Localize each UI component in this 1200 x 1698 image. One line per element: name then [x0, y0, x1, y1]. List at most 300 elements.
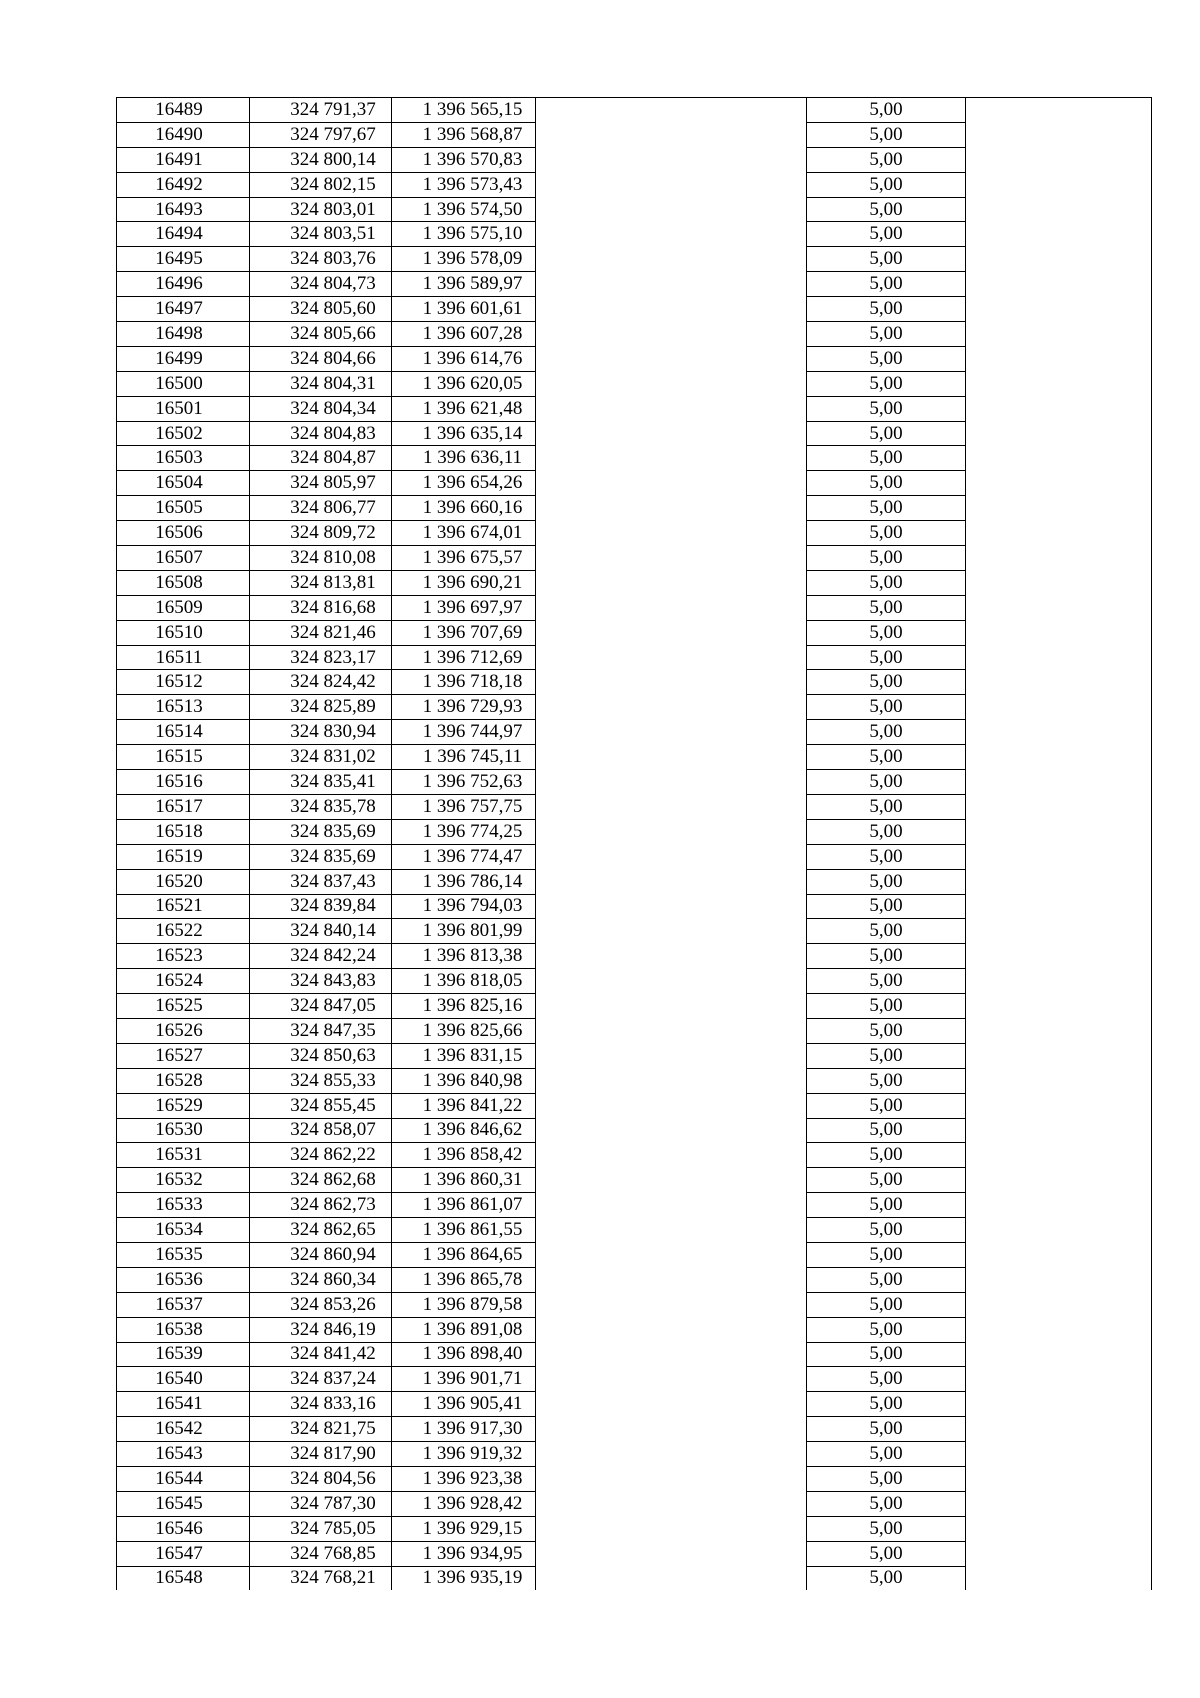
coordinate-x-cell-text: 1 396 744,97 [422, 721, 523, 743]
point-number-cell-text: 16490 [155, 123, 203, 145]
coordinate-x-cell-text: 1 396 813,38 [422, 945, 523, 967]
coordinate-y-cell-text: 324 821,75 [290, 1418, 376, 1440]
empty-cell [966, 147, 1152, 172]
coordinate-x-cell [392, 770, 536, 795]
coordinate-y-cell [250, 346, 392, 371]
empty-cell [536, 620, 807, 645]
value-cell [807, 919, 966, 944]
value-cell [807, 670, 966, 695]
coordinate-y-cell [250, 471, 392, 496]
empty-cell [536, 1242, 807, 1267]
coordinate-y-cell-text: 324 835,69 [290, 845, 376, 867]
coordinate-x-cell-text: 1 396 934,95 [422, 1542, 523, 1564]
value-cell-text: 5,00 [869, 298, 903, 320]
empty-cell [966, 1118, 1152, 1143]
empty-cell [966, 620, 1152, 645]
point-number-cell-text: 16528 [155, 1069, 203, 1091]
coordinate-y-cell [250, 1267, 392, 1292]
coordinate-y-cell [250, 969, 392, 994]
coordinate-y-cell-text: 324 803,51 [290, 223, 376, 245]
point-number-cell-text: 16530 [155, 1119, 203, 1141]
table-row [117, 1442, 1152, 1467]
value-cell [807, 695, 966, 720]
value-cell [807, 570, 966, 595]
table-row [117, 745, 1152, 770]
value-cell [807, 496, 966, 521]
empty-cell [536, 222, 807, 247]
point-number-cell-text: 16533 [155, 1194, 203, 1216]
value-cell-text: 5,00 [869, 1268, 903, 1290]
point-number-cell-text: 16510 [155, 621, 203, 643]
coordinate-x-cell [392, 172, 536, 197]
value-cell-text: 5,00 [869, 571, 903, 593]
coordinate-x-cell-text: 1 396 861,55 [422, 1219, 523, 1241]
value-cell [807, 1367, 966, 1392]
coordinate-y-cell-text: 324 803,76 [290, 248, 376, 270]
table-row [117, 1068, 1152, 1093]
point-number-cell [117, 1218, 250, 1243]
value-cell-text: 5,00 [869, 322, 903, 344]
coordinate-y-cell-text: 324 810,08 [290, 546, 376, 568]
point-number-cell [117, 172, 250, 197]
empty-cell [536, 695, 807, 720]
empty-cell [966, 1566, 1152, 1590]
table-row [117, 98, 1152, 123]
table-row [117, 1043, 1152, 1068]
coordinate-x-cell-text: 1 396 621,48 [422, 397, 523, 419]
coordinate-y-cell-text: 324 862,73 [290, 1194, 376, 1216]
value-cell-text: 5,00 [869, 148, 903, 170]
coordinate-x-cell [392, 98, 536, 123]
value-cell-text: 5,00 [869, 1467, 903, 1489]
empty-cell [536, 421, 807, 446]
empty-cell [536, 1392, 807, 1417]
empty-cell [536, 521, 807, 546]
coordinate-x-cell [392, 645, 536, 670]
coordinate-y-cell [250, 197, 392, 222]
empty-cell [966, 844, 1152, 869]
coordinate-y-cell-text: 324 791,37 [290, 98, 376, 120]
table-row [117, 695, 1152, 720]
coordinate-y-cell-text: 324 805,66 [290, 322, 376, 344]
coordinate-y-cell [250, 944, 392, 969]
table-row [117, 1093, 1152, 1118]
value-cell [807, 1342, 966, 1367]
coordinate-x-cell-text: 1 396 905,41 [422, 1393, 523, 1415]
value-cell-text: 5,00 [869, 1019, 903, 1041]
coordinate-y-cell-text: 324 805,97 [290, 472, 376, 494]
coordinate-y-cell-text: 324 855,45 [290, 1094, 376, 1116]
coordinate-y-cell [250, 819, 392, 844]
coordinate-x-cell-text: 1 396 891,08 [422, 1318, 523, 1340]
coordinate-x-cell [392, 1018, 536, 1043]
coordinate-x-cell-text: 1 396 858,42 [422, 1144, 523, 1166]
coordinate-x-cell [392, 1267, 536, 1292]
empty-cell [536, 869, 807, 894]
value-cell-text: 5,00 [869, 770, 903, 792]
coordinate-x-cell [392, 222, 536, 247]
coordinate-y-cell [250, 1068, 392, 1093]
value-cell [807, 1043, 966, 1068]
coordinate-x-cell-text: 1 396 729,93 [422, 696, 523, 718]
coordinate-x-cell-text: 1 396 825,16 [422, 995, 523, 1016]
point-number-cell [117, 944, 250, 969]
value-cell-text: 5,00 [869, 646, 903, 668]
point-number-cell-text: 16548 [155, 1567, 203, 1589]
coordinate-x-cell [392, 869, 536, 894]
coordinate-y-cell [250, 1317, 392, 1342]
coordinate-y-cell-text: 324 847,05 [290, 995, 376, 1016]
coordinate-x-cell [392, 1043, 536, 1068]
coordinate-y-cell [250, 446, 392, 471]
table-row [117, 446, 1152, 471]
value-cell [807, 1466, 966, 1491]
value-cell-text: 5,00 [869, 1144, 903, 1166]
point-number-cell-text: 16494 [155, 223, 203, 245]
value-cell-text: 5,00 [869, 1393, 903, 1415]
value-cell-text: 5,00 [869, 1318, 903, 1340]
table-row [117, 1541, 1152, 1566]
point-number-cell-text: 16541 [155, 1393, 203, 1415]
empty-cell [966, 446, 1152, 471]
coordinate-x-cell [392, 346, 536, 371]
point-number-cell [117, 695, 250, 720]
point-number-cell-text: 16517 [155, 795, 203, 817]
point-number-cell [117, 98, 250, 123]
point-number-cell [117, 595, 250, 620]
value-cell [807, 1242, 966, 1267]
coordinate-x-cell-text: 1 396 660,16 [422, 497, 523, 519]
coordinate-y-cell-text: 324 831,02 [290, 746, 376, 768]
table-row [117, 919, 1152, 944]
value-cell [807, 944, 966, 969]
coordinate-x-cell [392, 819, 536, 844]
value-cell-text: 5,00 [869, 372, 903, 394]
coordinate-x-cell [392, 894, 536, 919]
point-number-cell [117, 272, 250, 297]
point-number-cell-text: 16501 [155, 397, 203, 419]
empty-cell [536, 969, 807, 994]
point-number-cell [117, 222, 250, 247]
coordinate-x-cell [392, 670, 536, 695]
coordinate-y-cell [250, 1242, 392, 1267]
coordinate-x-cell-text: 1 396 864,65 [422, 1243, 523, 1265]
point-number-cell-text: 16546 [155, 1517, 203, 1539]
empty-cell [536, 147, 807, 172]
table-row [117, 197, 1152, 222]
value-cell-text: 5,00 [869, 1044, 903, 1066]
coordinate-y-cell-text: 324 787,30 [290, 1492, 376, 1514]
value-cell-text: 5,00 [869, 1542, 903, 1564]
coordinate-x-cell [392, 471, 536, 496]
coordinate-x-cell [392, 1093, 536, 1118]
coordinate-y-cell [250, 794, 392, 819]
table-row [117, 322, 1152, 347]
coordinate-x-cell-text: 1 396 929,15 [422, 1517, 523, 1539]
point-number-cell-text: 16500 [155, 372, 203, 394]
point-number-cell [117, 247, 250, 272]
table-row [117, 994, 1152, 1019]
empty-cell [536, 1317, 807, 1342]
value-cell-text: 5,00 [869, 522, 903, 544]
table-row [117, 122, 1152, 147]
point-number-cell-text: 16534 [155, 1219, 203, 1241]
point-number-cell-text: 16499 [155, 347, 203, 369]
point-number-cell [117, 446, 250, 471]
empty-cell [536, 1292, 807, 1317]
table-row [117, 819, 1152, 844]
point-number-cell [117, 1242, 250, 1267]
coordinate-x-cell-text: 1 396 635,14 [422, 422, 523, 444]
coordinate-y-cell-text: 324 806,77 [290, 497, 376, 519]
coordinate-x-cell-text: 1 396 718,18 [422, 671, 523, 693]
coordinate-y-cell-text: 324 804,34 [290, 397, 376, 419]
coordinate-x-cell [392, 247, 536, 272]
coordinate-y-cell [250, 371, 392, 396]
empty-cell [966, 1491, 1152, 1516]
coordinate-y-cell-text: 324 853,26 [290, 1293, 376, 1315]
coordinate-y-cell-text: 324 804,66 [290, 347, 376, 369]
coordinate-x-cell [392, 1491, 536, 1516]
empty-cell [536, 894, 807, 919]
point-number-cell-text: 16545 [155, 1492, 203, 1514]
coordinate-x-cell [392, 1342, 536, 1367]
point-number-cell [117, 147, 250, 172]
point-number-cell [117, 1043, 250, 1068]
empty-cell [966, 1541, 1152, 1566]
coordinate-x-cell [392, 695, 536, 720]
value-cell-text: 5,00 [869, 248, 903, 270]
value-cell [807, 645, 966, 670]
value-cell-text: 5,00 [869, 795, 903, 817]
value-cell [807, 1093, 966, 1118]
point-number-cell [117, 770, 250, 795]
point-number-cell-text: 16526 [155, 1019, 203, 1041]
empty-cell [966, 172, 1152, 197]
coordinate-x-cell [392, 446, 536, 471]
coordinate-y-cell [250, 521, 392, 546]
coordinate-y-cell-text: 324 862,65 [290, 1219, 376, 1241]
coordinate-y-cell [250, 496, 392, 521]
empty-cell [966, 1267, 1152, 1292]
value-cell [807, 371, 966, 396]
point-number-cell [117, 794, 250, 819]
coordinate-y-cell [250, 1442, 392, 1467]
coordinate-y-cell-text: 324 768,85 [290, 1542, 376, 1564]
value-cell-text: 5,00 [869, 1492, 903, 1514]
empty-cell [536, 919, 807, 944]
point-number-cell [117, 1267, 250, 1292]
coordinate-x-cell [392, 1442, 536, 1467]
coordinate-y-cell-text: 324 797,67 [290, 123, 376, 145]
point-number-cell [117, 720, 250, 745]
coordinate-y-cell-text: 324 862,22 [290, 1144, 376, 1166]
table-row [117, 371, 1152, 396]
point-number-cell [117, 322, 250, 347]
table-row [117, 346, 1152, 371]
value-cell [807, 595, 966, 620]
empty-cell [536, 322, 807, 347]
point-number-cell [117, 1168, 250, 1193]
empty-cell [536, 471, 807, 496]
empty-cell [966, 819, 1152, 844]
coordinate-y-cell-text: 324 804,73 [290, 273, 376, 295]
empty-cell [536, 1168, 807, 1193]
coordinate-x-cell [392, 1118, 536, 1143]
coordinate-y-cell [250, 770, 392, 795]
empty-cell [536, 247, 807, 272]
value-cell-text: 5,00 [869, 895, 903, 917]
point-number-cell-text: 16489 [155, 98, 203, 120]
table-row [117, 645, 1152, 670]
point-number-cell [117, 1442, 250, 1467]
point-number-cell-text: 16537 [155, 1293, 203, 1315]
empty-cell [966, 1043, 1152, 1068]
empty-cell [966, 122, 1152, 147]
coordinate-y-cell [250, 645, 392, 670]
point-number-cell [117, 894, 250, 919]
value-cell [807, 720, 966, 745]
value-cell-text: 5,00 [869, 223, 903, 245]
coordinate-y-cell-text: 324 840,14 [290, 920, 376, 942]
coordinate-x-cell [392, 546, 536, 571]
value-cell-text: 5,00 [869, 173, 903, 195]
coordinate-x-cell [392, 620, 536, 645]
point-number-cell [117, 745, 250, 770]
coordinate-y-cell-text: 324 805,60 [290, 298, 376, 320]
coordinate-y-cell-text: 324 835,41 [290, 770, 376, 792]
point-number-cell-text: 16513 [155, 696, 203, 718]
value-cell-text: 5,00 [869, 970, 903, 992]
coordinate-y-cell [250, 745, 392, 770]
coordinate-x-cell [392, 1193, 536, 1218]
point-number-cell [117, 1292, 250, 1317]
point-number-cell [117, 546, 250, 571]
table-row [117, 1292, 1152, 1317]
coordinate-x-cell-text: 1 396 575,10 [422, 223, 523, 245]
coordinate-x-cell [392, 570, 536, 595]
value-cell [807, 1317, 966, 1342]
value-cell [807, 1168, 966, 1193]
empty-cell [536, 1342, 807, 1367]
value-cell-text: 5,00 [869, 870, 903, 892]
value-cell-text: 5,00 [869, 546, 903, 568]
point-number-cell-text: 16514 [155, 721, 203, 743]
coordinate-y-cell [250, 1367, 392, 1392]
coordinate-y-cell [250, 1516, 392, 1541]
value-cell [807, 1292, 966, 1317]
coordinate-y-cell-text: 324 804,31 [290, 372, 376, 394]
coordinate-y-cell [250, 1143, 392, 1168]
value-cell [807, 1193, 966, 1218]
point-number-cell-text: 16507 [155, 546, 203, 568]
coordinate-x-cell [392, 322, 536, 347]
empty-cell [536, 446, 807, 471]
value-cell [807, 1143, 966, 1168]
coordinate-x-cell [392, 745, 536, 770]
value-cell-text: 5,00 [869, 945, 903, 967]
empty-cell [966, 645, 1152, 670]
coordinate-x-cell [392, 1466, 536, 1491]
coordinate-y-cell-text: 324 855,33 [290, 1069, 376, 1091]
empty-cell [966, 1242, 1152, 1267]
table-row [117, 1342, 1152, 1367]
point-number-cell [117, 1367, 250, 1392]
coordinate-y-cell-text: 324 824,42 [290, 671, 376, 693]
coordinate-x-cell-text: 1 396 831,15 [422, 1044, 523, 1066]
point-number-cell-text: 16520 [155, 870, 203, 892]
empty-cell [536, 1516, 807, 1541]
coordinate-y-cell [250, 1566, 392, 1590]
value-cell [807, 172, 966, 197]
coordinate-x-cell [392, 272, 536, 297]
coordinate-x-cell-text: 1 396 917,30 [422, 1418, 523, 1440]
empty-cell [966, 546, 1152, 571]
coordinate-x-cell-text: 1 396 898,40 [422, 1343, 523, 1365]
coordinate-y-cell-text: 324 835,69 [290, 820, 376, 842]
value-cell-text: 5,00 [869, 920, 903, 942]
table-row [117, 620, 1152, 645]
coordinate-y-cell [250, 421, 392, 446]
value-cell [807, 546, 966, 571]
point-number-cell [117, 297, 250, 322]
empty-cell [966, 1392, 1152, 1417]
coordinate-y-cell [250, 272, 392, 297]
value-cell-text: 5,00 [869, 198, 903, 220]
coordinate-y-cell [250, 322, 392, 347]
point-number-cell [117, 1541, 250, 1566]
point-number-cell-text: 16535 [155, 1243, 203, 1265]
value-cell [807, 1018, 966, 1043]
coordinate-y-cell [250, 994, 392, 1019]
coordinate-x-cell-text: 1 396 745,11 [422, 746, 523, 768]
coordinate-y-cell [250, 570, 392, 595]
empty-cell [536, 994, 807, 1019]
coordinate-x-cell-text: 1 396 574,50 [422, 198, 523, 220]
coordinate-x-cell [392, 994, 536, 1019]
table-row [117, 396, 1152, 421]
value-cell-text: 5,00 [869, 696, 903, 718]
value-cell [807, 1566, 966, 1590]
value-cell-text: 5,00 [869, 1243, 903, 1265]
table-row [117, 147, 1152, 172]
coordinate-y-cell [250, 1093, 392, 1118]
value-cell-text: 5,00 [869, 845, 903, 867]
empty-cell [536, 944, 807, 969]
table-row [117, 546, 1152, 571]
coordinates-table [116, 97, 1152, 1590]
empty-cell [536, 98, 807, 123]
empty-cell [536, 1541, 807, 1566]
coordinate-y-cell [250, 1218, 392, 1243]
coordinate-y-cell-text: 324 821,46 [290, 621, 376, 643]
coordinate-y-cell [250, 297, 392, 322]
coordinate-x-cell-text: 1 396 707,69 [422, 621, 523, 643]
value-cell [807, 1118, 966, 1143]
value-cell-text: 5,00 [869, 1069, 903, 1091]
empty-cell [536, 197, 807, 222]
coordinate-y-cell [250, 122, 392, 147]
empty-cell [536, 172, 807, 197]
table-row [117, 421, 1152, 446]
empty-cell [966, 770, 1152, 795]
coordinate-x-cell [392, 421, 536, 446]
coordinate-x-cell [392, 1541, 536, 1566]
point-number-cell [117, 346, 250, 371]
value-cell [807, 819, 966, 844]
value-cell [807, 521, 966, 546]
table-row [117, 1516, 1152, 1541]
